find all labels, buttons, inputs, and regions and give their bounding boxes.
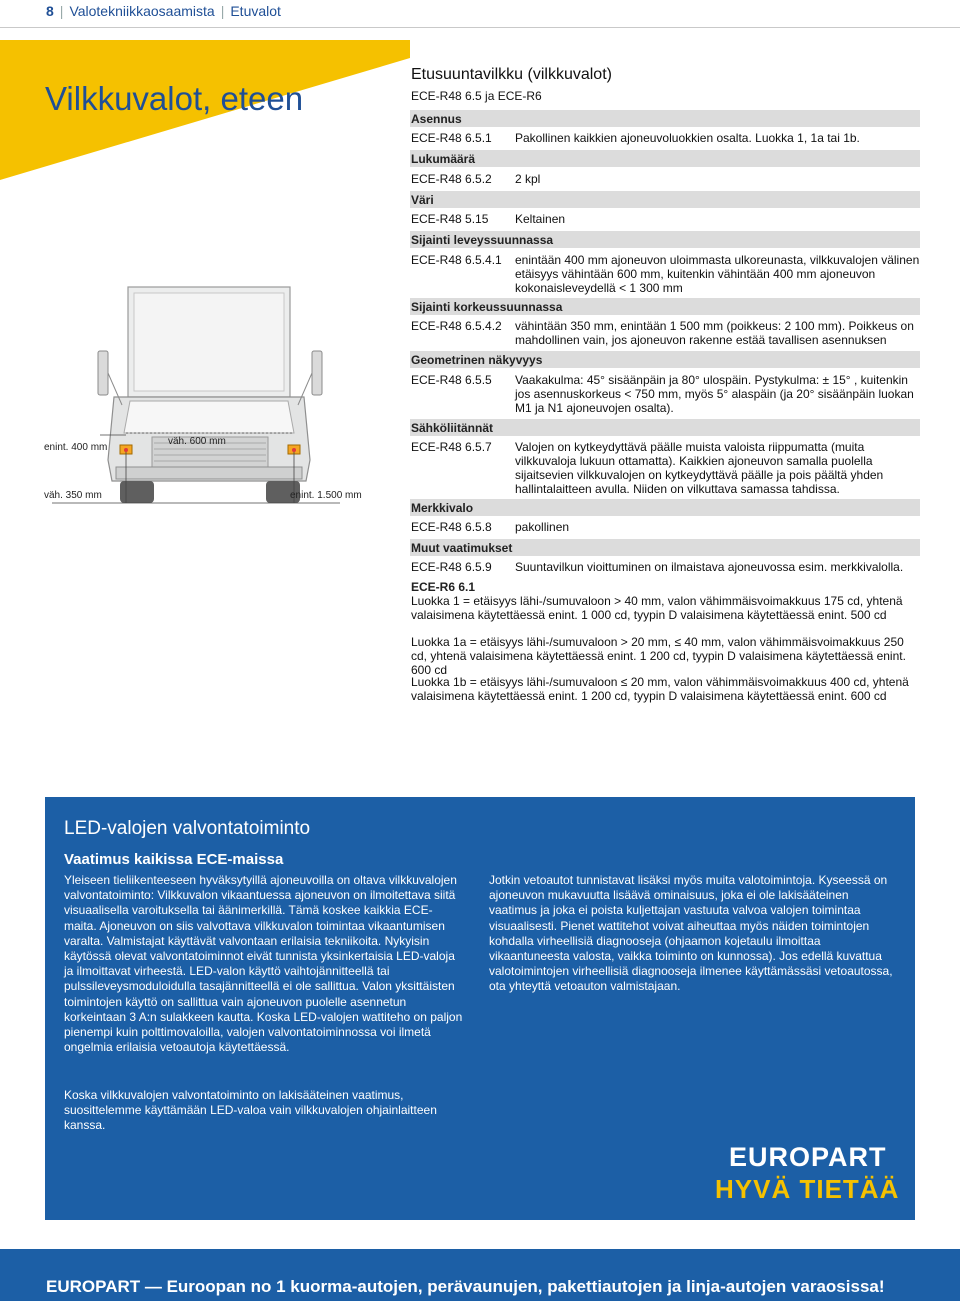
spec-ref: ECE-R48 6.5.9 [411,560,492,574]
spec-ref: ECE-R48 5.15 [411,212,489,226]
spec-heading: Merkkivalo [411,501,474,515]
header-divider [0,27,960,28]
truck-front-illustration [40,285,370,510]
dim-label-max400: enint. 400 mm [44,442,108,453]
header-separator-2: | [220,3,225,19]
spec-heading: Väri [411,193,434,207]
spec-value: Vaakakulma: 45° sisäänpäin ja 80° ulospäin. Pystykulma: ± 15° , kuitenkin jos asennuskorkeus < 750 mm, myös 5° alaspäin (ja 20° sisäänpäin luokan M1 ja N1 ajoneuvojen osalta). [515,373,914,415]
spec-ref: ECE-R48 6.5.7 [411,440,492,454]
spec-heading-bar [410,150,920,167]
r6-paragraph: Luokka 1a = etäisyys lähi-/sumuvaloon > 20 mm, ≤ 40 mm, valon vähimmäisvoimakkuus 250 cd, yhtenä valaisimena käytettäessä enint. 1 200 cd, tyypin D valaisimena käytettäessä enint. 600 cd [411,635,906,677]
spec-value: pakollinen [515,520,570,534]
dim-label-min350: väh. 350 mm [44,490,102,501]
page-title: Vilkkuvalot, eteen [45,80,304,117]
spec-value: 2 kpl [515,172,541,186]
spec-ref: ECE-R48 6.5.2 [411,172,492,186]
dim-label-max1500: enint. 1.500 mm [290,490,362,501]
spec-heading: Sijainti leveyssuunnassa [411,233,554,247]
header-separator: | [59,3,64,19]
spec-heading: Muut vaatimukset [411,541,513,555]
spec-value: Pakollinen kaikkien ajoneuvoluokkien osalta. Luokka 1, 1a tai 1b. [515,131,860,145]
r6-heading: ECE-R6 6.1 [411,580,476,594]
spec-heading-bar [410,191,920,208]
spec-heading: Sähköliitännät [411,421,494,435]
led-box-subtitle: Vaatimus kaikissa ECE-maissa [64,851,284,868]
spec-value: Keltainen [515,212,566,226]
spec-heading-bar [410,110,920,127]
spec-heading: Sijainti korkeussuunnassa [411,300,563,314]
slogan-logo: HYVÄ TIETÄÄ [715,1174,900,1204]
led-box-left-text-2: Koska vilkkuvalojen valvontatoiminto on lakisääteinen vaatimus, suosittelemme käyttämään LED-valoa vain vilkkuvalojen ohjainlaitteen kanssa. [64,1088,437,1133]
spec-value: enintään 400 mm ajoneuvon uloimmasta ulkoreunasta, vilkkuvalojen välinen etäisyys vähintään 600 mm, kuitenkin vähintään 400 mm ajoneuvon kokonaisleveydellä < 1 300 mm [515,253,920,295]
led-box-left-text: Yleiseen tieliikenteeseen hyväksytyillä ajoneuvoilla on oltava vilkkuvalojen valvontatoiminto: Vilkkuvalon vikaantuessa ajoneuvon on ilmoitettava siitä visuaalisella varoituksella tai äänimerkillä. Tämä koskee kaikkia ECE-maita. Ajoneuvon on siis valvottava vilkkuvalon toimintaa vikaantumisen varalta. Valmistajat käyttävät valvontaan erilaisia tekniikoita. Nykyisin käytössä olevat valvontatoiminnot eivät tunnista yksinkertaisia LED-valoja ja ilmoittavat virheestä. LED-valon käyttö vaihtojännitteellä tai pulssileveysmoduloidulla tasajännitteellä ei ole sallittua. Valon yksittäisten toimintojen käyttö on sallittua vain ajoneuvon puolelle asennetun korkeintaan 3 A:n sulakkeen kautta. Koska LED-valojen wattiteho on paljon pienempi kuin polttimovaloilla, valojen valvontatoiminnossa voi ilmetä ongelmia erilaisia vetoautoja käytettäessä. [64,873,463,1055]
r6-paragraph: Luokka 1b = etäisyys lähi-/sumuvaloon ≤ 20 mm, valon vähimmäisvoimakkuus 400 cd, yhtenä valaisimena käytettäessä enint. 1 200 cd, tyypin D valaisimena käytettäessä enint. 600 cd [411,675,909,703]
spec-heading: Lukumäärä [411,152,476,166]
header-section: Valotekniikkaosaamista [69,3,215,19]
spec-title: Etusuuntavilkku (vilkkuvalot) [411,66,612,83]
spec-value: Suuntavilkun vioittuminen on ilmaistava ajoneuvossa esim. merkkivalolla. [515,560,904,574]
spec-ref: ECE-R48 6.5.4.2 [411,319,502,333]
spec-heading: Geometrinen näkyvyys [411,353,543,367]
footer-text: EUROPART — Euroopan no 1 kuorma-autojen, perävaunujen, pakettiautojen ja linja-autojen varaosissa! [46,1277,885,1296]
spec-heading: Asennus [411,112,462,126]
spec-ref: ECE-R48 6.5.5 [411,373,492,387]
spec-standard: ECE-R48 6.5 ja ECE-R6 [411,89,542,103]
spec-value: Valojen on kytkeydyttävä päälle muista valoista riippumatta (muita vilkkuvaloja lukuun ottamatta). Kaikkien ajoneuvon samalla puolella sijaitsevien vilkkuvalojen on kytkeydyttävä päälle ja pois päältä yhden hallintalaitteen avulla. Niiden on vilkuttava samassa tahdissa. [515,440,884,496]
spec-value: vähintään 350 mm, enintään 1 500 mm (poikkeus: 2 100 mm). Poikkeus on mahdollinen vain, jos ajoneuvon rakenne estää tavallisen asennuksen [515,319,914,347]
page-header [46,3,281,19]
europart-logo: EUROPART [729,1142,887,1172]
header-subsection: Etuvalot [230,3,281,19]
led-box-right-text: Jotkin vetoautot tunnistavat lisäksi myös muita valotoimintoja. Kyseessä on ajoneuvon mukavuutta lisäävä ominaisuus, joka ei ole lakisääteinen vaatimus ja joka ei poista kuljettajan vastuuta valvoa valojen toimintaa visuaalisesti. Pienet wattitehot voivat aiheuttaa myös näiden toimintojen kohdalla virheellisiä diagnooseja (ohjaamon kojetaulu ilmoittaa vikaantuneesta valosta, vaikka toiminto on kunnossa). Jos edellä kuvattua valotoimintojen virheellisiä diagnooseja ilmenee käyttämässäsi vetoautossa, ota yhteyttä vetoauton valmistajaan. [489,873,893,994]
spec-ref: ECE-R48 6.5.1 [411,131,492,145]
page-number: 8 [46,3,54,19]
dim-label-min600: väh. 600 mm [168,436,226,447]
led-box-title: LED-valojen valvontatoiminto [64,818,311,839]
spec-ref: ECE-R48 6.5.4.1 [411,253,502,267]
spec-ref: ECE-R48 6.5.8 [411,520,492,534]
r6-paragraph: Luokka 1 = etäisyys lähi-/sumuvaloon > 40 mm, valon vähimmäisvoimakkuus 175 cd, yhtenä valaisimena käytettäessä enint. 1 000 cd, tyypin D valaisimena käytettäessä enint. 500 cd [411,594,903,622]
spec-heading-bar [410,499,920,516]
